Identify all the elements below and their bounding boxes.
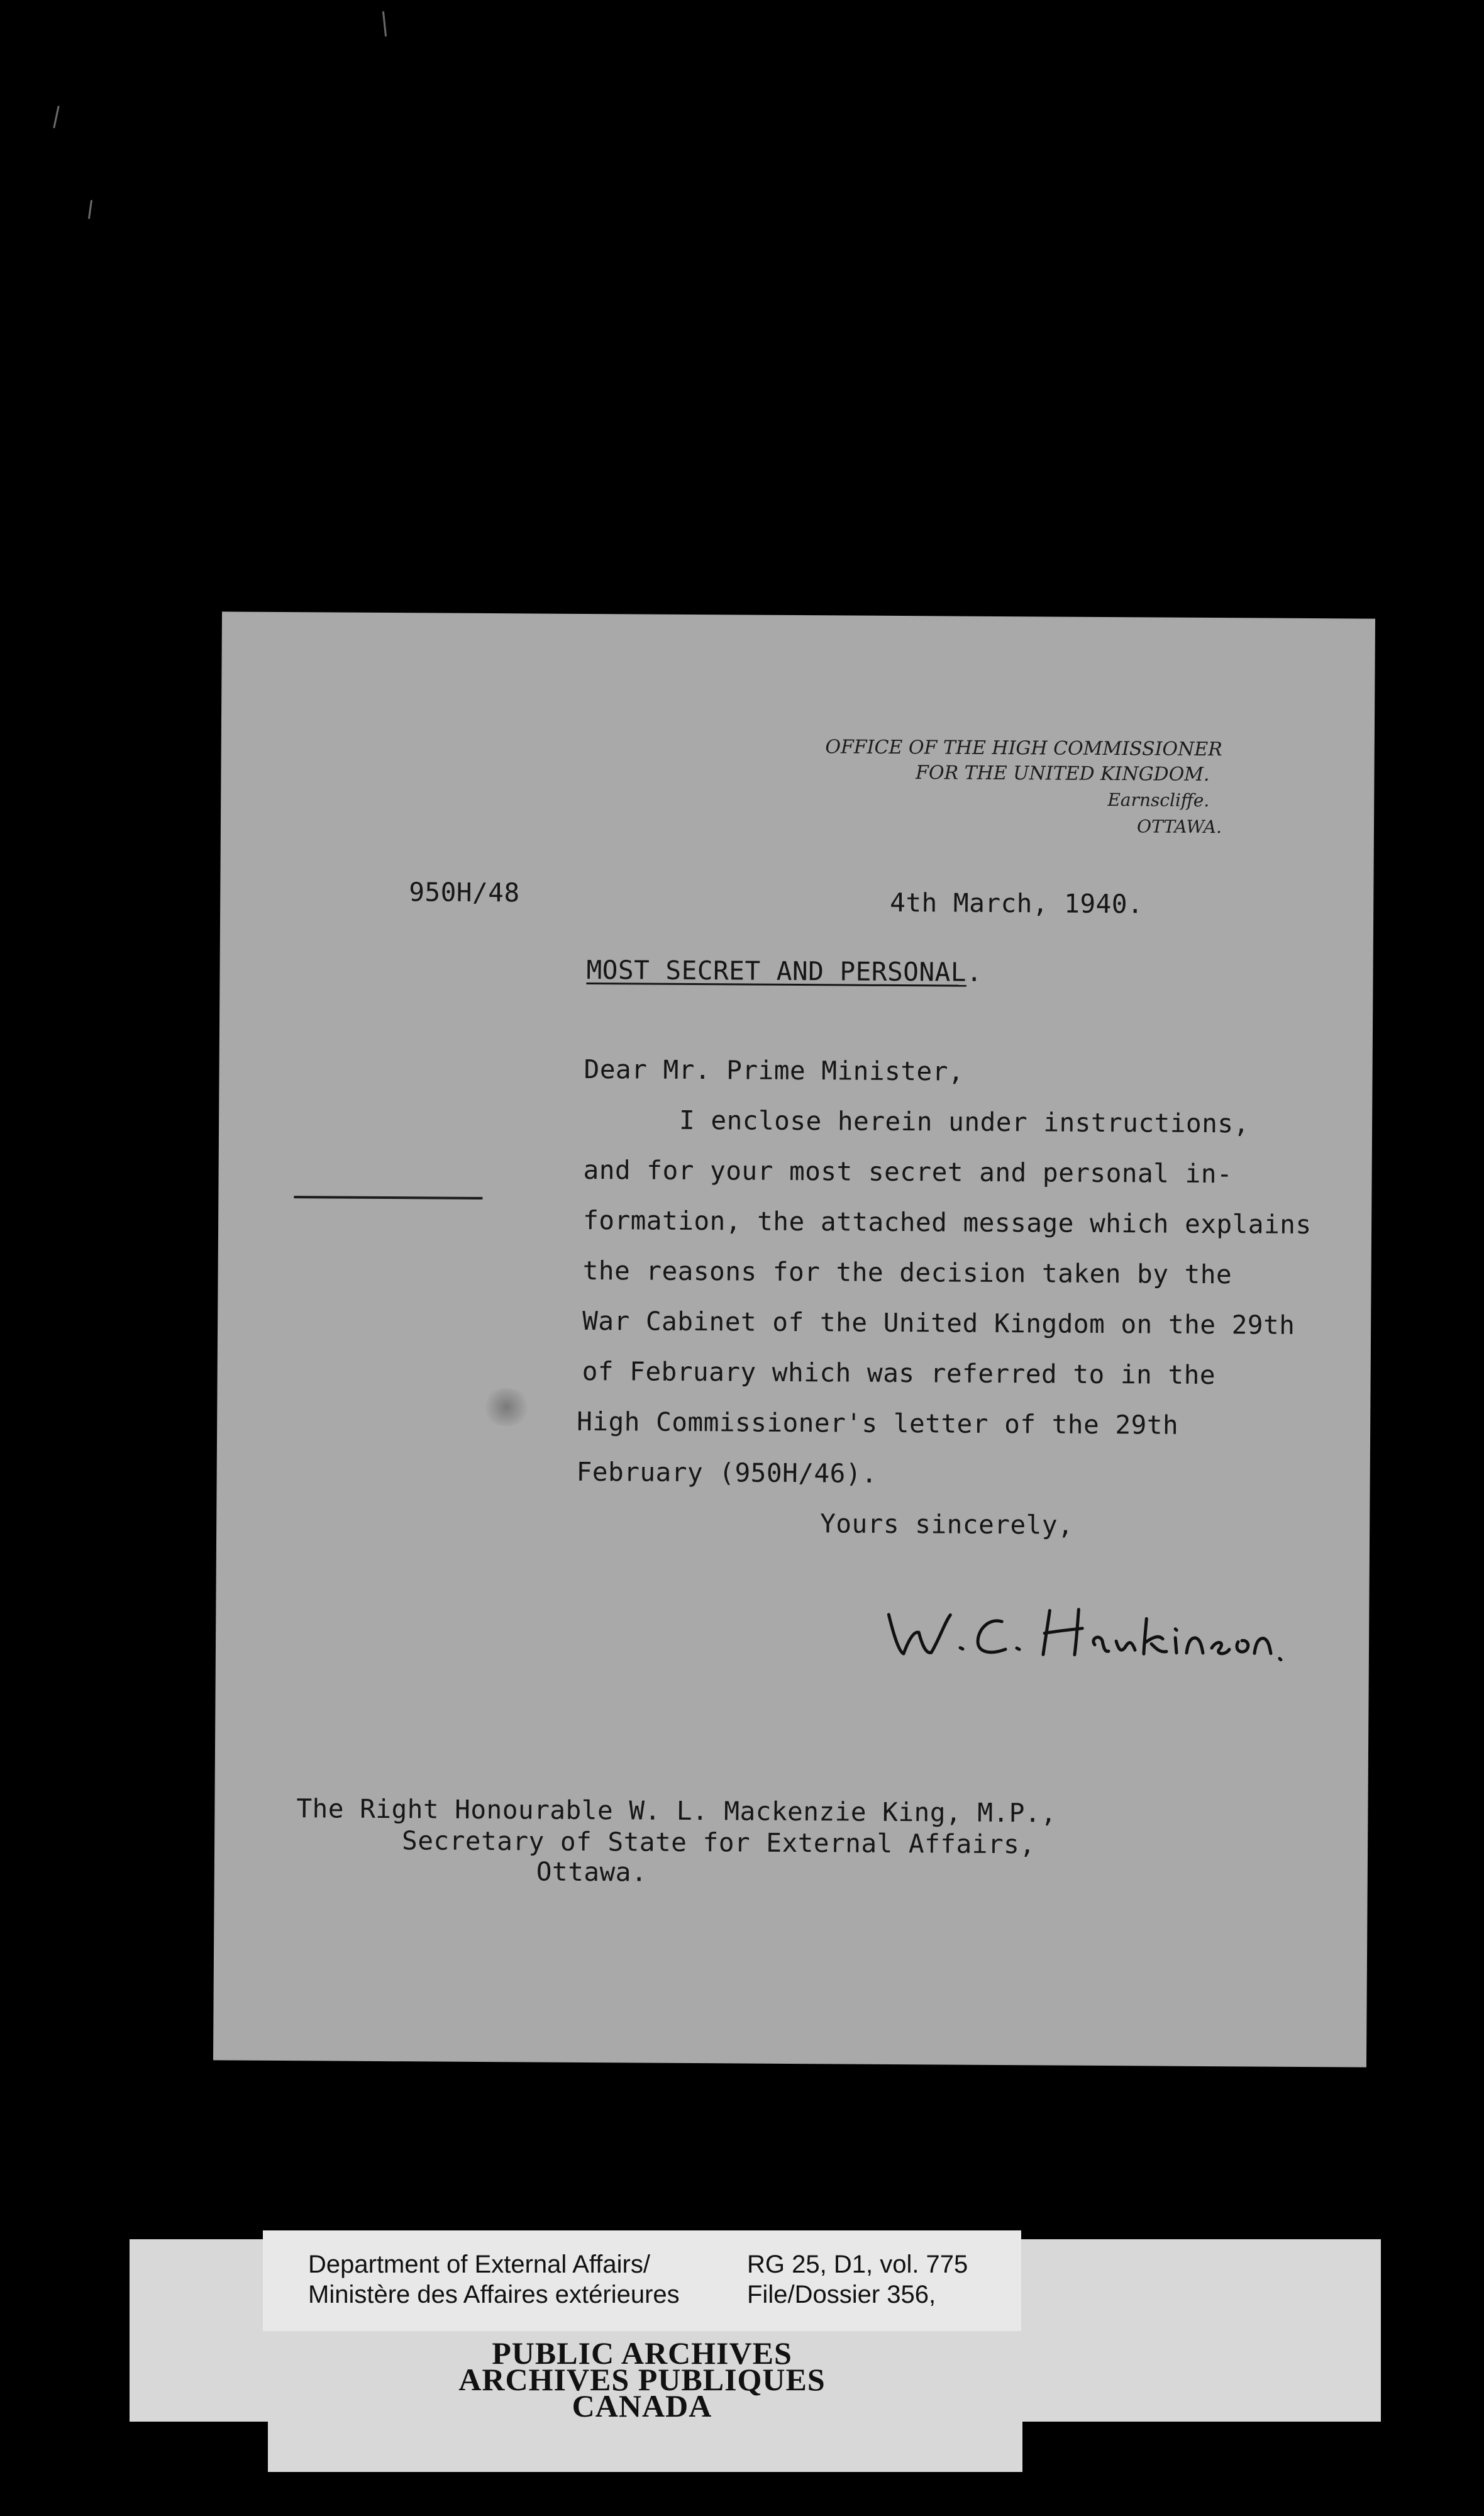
letterhead-line-2: FOR THE UNITED KINGDOM. [915, 762, 1210, 786]
letter-page [213, 611, 1375, 2067]
stamp-public-archives: PUBLIC ARCHIVES [492, 2335, 792, 2371]
body-line-2: and for your most secret and personal in- [583, 1154, 1233, 1189]
record-group-reference: RG 25, D1, vol. 775 [747, 2251, 968, 2278]
body-line-8: February (950H/46). [576, 1456, 878, 1489]
body-line-5: War Cabinet of the United Kingdom on the 29th [582, 1305, 1295, 1340]
addressee-line-2: Secretary of State for External Affairs, [401, 1825, 1036, 1860]
margin-rule [294, 1196, 482, 1200]
letterhead-line-1: OFFICE OF THE HIGH COMMISSIONER [825, 736, 1222, 761]
addressee-line-1: The Right Honourable W. L. Mackenzie King, M.P., [296, 1793, 1057, 1829]
stamp-archives-publiques: ARCHIVES PUBLIQUES [458, 2362, 826, 2397]
film-scratch [88, 200, 92, 219]
film-scratch [53, 106, 59, 128]
letterhead-line-4: OTTAWA. [1137, 816, 1222, 838]
body-line-3: formation, the attached message which explains [583, 1205, 1312, 1240]
file-reference: File/Dossier 356, [747, 2281, 936, 2308]
department-english: Department of External Affairs/ [308, 2251, 650, 2278]
department-french: Ministère des Affaires extérieures [308, 2281, 680, 2308]
signature-mark [882, 1596, 1285, 1674]
closing: Yours sincerely, [820, 1508, 1074, 1540]
body-line-7: High Commissioner's letter of the 29th [577, 1406, 1179, 1440]
body-line-4: the reasons for the decision taken by the [582, 1255, 1232, 1290]
paper-smudge [481, 1388, 531, 1426]
body-line-1: I enclose herein under instructions, [678, 1105, 1249, 1139]
body-line-6: of February which was referred to in the [582, 1355, 1216, 1391]
classification-heading [586, 955, 982, 988]
classification-period: . [966, 957, 983, 988]
letterhead-line-3: Earnscliffe. [1107, 789, 1210, 811]
film-scratch [382, 11, 387, 36]
addressee-line-3: Ottawa. [536, 1856, 648, 1888]
archive-reference-label [263, 2230, 1021, 2331]
archive-stamp [263, 2331, 1021, 2424]
salutation: Dear Mr. Prime Minister, [584, 1054, 965, 1087]
letter-date: 4th March, 1940. [890, 887, 1144, 920]
stamp-canada: CANADA [572, 2388, 712, 2424]
classification-text: MOST SECRET AND PERSONAL [586, 954, 967, 988]
reference-number: 950H/48 [409, 877, 520, 908]
